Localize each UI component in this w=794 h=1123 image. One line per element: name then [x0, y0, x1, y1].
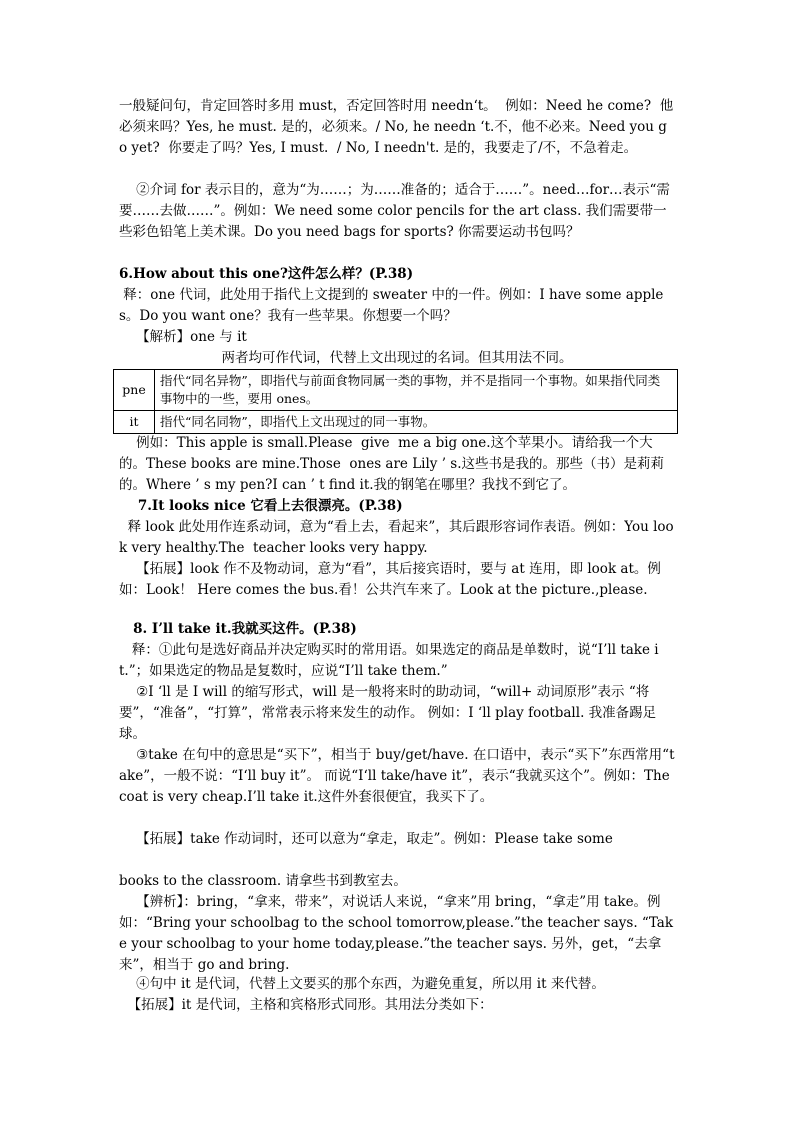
table-desc: 指代“同名同物”，即指代上文出现过的同一事物。 — [155, 411, 678, 434]
paragraph-bring-take: 【辨析】：bring，“拿来，带来”，对说话人来说，“拿来”用 bring，“拿走”用 take。例如：“Bring your schoolbag to the school tomorrow,please.”the teacher says. “Take your schoolbag to your home today,please.”the teacher says. 另外，get，“去拿来”，相当于 go and bring. — [119, 894, 674, 973]
heading-8: 8. I’ll take it.我就买这件。(P.38) — [119, 621, 357, 637]
paragraph-it-extend: 【拓展】it 是代词，主格和宾格形式同形。其用法分类如下： — [119, 997, 493, 1013]
table-key: it — [114, 411, 155, 434]
paragraph-take-example: books to the classroom. 请拿些书到教室去。 — [119, 873, 407, 889]
paragraph-look-linking: 释 look 此处用作连系动词，意为“看上去，看起来”，其后跟形容词作表语。例如：You look very healthy.The teacher looks very happy. — [119, 519, 674, 556]
paragraph-for-purpose: ②介词 for 表示目的，意为“为……；为……准备的；适合于……”。need…for…表示“需要……去做……”。例如：We need some color pencils for the art class. 我们需要带一些彩色铅笔上美术课。Do you need bags for sports? 你需要运动书包吗？ — [119, 182, 670, 240]
paragraph-will: ②I ‘ll 是 I will 的缩写形式，will 是一般将来时的助动词，“will+ 动词原形”表示 “将要”，“准备”，“打算”，常常表示将来发生的动作。 例如：I ‘ll play football. 我准备踢足球。 — [119, 684, 657, 742]
table-row — [114, 370, 678, 411]
paragraph-look-extend: 【拓展】look 作不及物动词，意为“看”，其后接宾语时，要与 at 连用，即 look at。例如：Look！ Here comes the bus.看！公共汽车来了。Look at the picture.,please. — [119, 561, 661, 598]
paragraph-take-buy: ③take 在句中的意思是“买下”，相当于 buy/get/have. 在口语中，表示“买下”东西常用“take”，一般不说：“I‘ll buy it”。 而说“I‘ll take/have it”，表示“我就买这个”。例如：The coat is very cheap.I’ll take it.这件外套很便宜，我买下了。 — [119, 747, 675, 805]
paragraph-examples-one-it: 例如：This apple is small.Please give me a big one.这个苹果小。请给我一个大的。These books are mine.Those ones are Lily ’ s.这些书是我的。那些（书）是莉莉的。Where ’ s my pen?I can ’ t find it.我的钢笔在哪里？我找不到它了。 — [119, 435, 665, 493]
comparison-table — [113, 369, 678, 434]
paragraph-take-usage: 释：①此句是选好商品并决定购买时的常用语。如果选定的商品是单数时，说“I’ll take it.”；如果选定的物品是复数时，应说“I’ll take them.” — [119, 642, 659, 679]
paragraph-it-pronoun: ④句中 it 是代词，代替上文要买的那个东西，为避免重复，所以用 it 来代替。 — [119, 976, 605, 992]
analysis-intro: 两者均可作代词，代替上文出现过的名词。但其用法不同。 — [221, 350, 573, 366]
heading-7: 7.It looks nice 它看上去很漂亮。(P.38) — [119, 498, 403, 514]
analysis-label: 【解析】one 与 it — [119, 329, 247, 345]
table-row — [114, 411, 678, 434]
paragraph-take-extend: 【拓展】take 作动词时，还可以意为“拿走，取走”。例如：Please take some — [119, 831, 613, 847]
heading-6: 6.How about this one?这件怎么样？(P.38) — [119, 266, 414, 282]
table-key: pne — [114, 370, 155, 411]
paragraph-must-needn: 一般疑问句，肯定回答时多用 must，否定回答时用 needn‘t。 例如：Need he come? 他必须来吗？Yes, he must. 是的，必须来。/ No, he needn ‘t.不，他不必来。Need you go yet? 你要走了吗？Yes, I must. / No, I needn't. 是的，我要走了/不，不急着走。 — [119, 98, 674, 156]
paragraph-one-explain: 释：one 代词，此处用于指代上文提到的 sweater 中的一件。例如：I have some apples。Do you want one？我有一些苹果。你想要一个吗？ — [119, 287, 664, 324]
table-desc: 指代“同名异物”，即指代与前面食物同属一类的事物，并不是指同一个事物。如果指代同类事物中的一些，要用 ones。 — [155, 370, 678, 411]
